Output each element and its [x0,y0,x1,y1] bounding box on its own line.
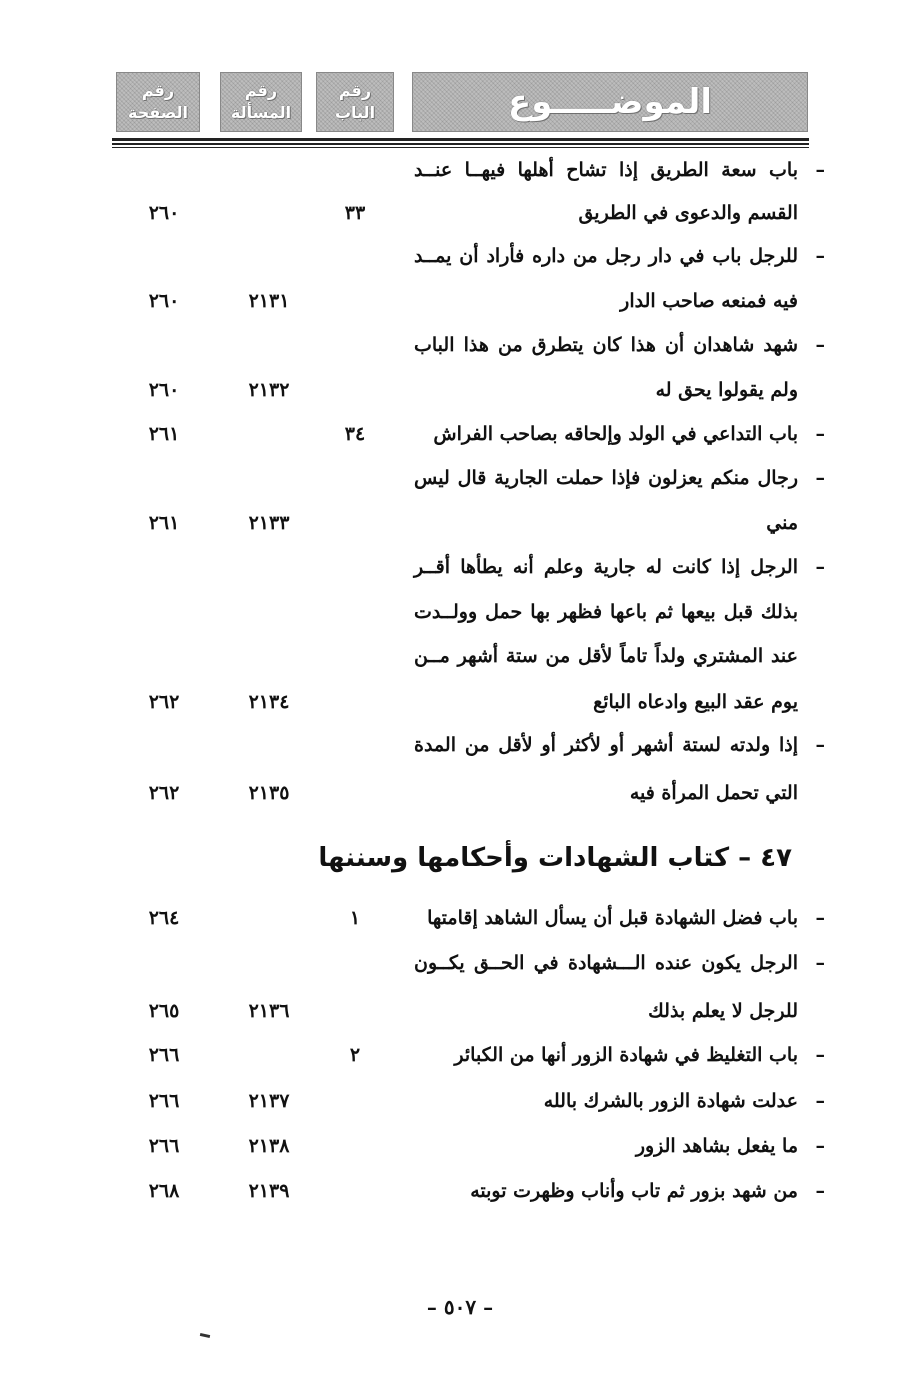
page-number: ٢٦٦ [148,1090,180,1112]
chapter-heading: ٤٧ – كتاب الشهادات وأحكامها وسننها [318,843,792,873]
bullet-dash: – [815,907,825,929]
toc-row [0,775,920,811]
issue-number: ٢١٣٨ [248,1135,290,1157]
page-footer-number: – ٥٠٧ – [426,1295,494,1319]
toc-row [0,638,920,674]
toc-row [0,195,920,231]
page-number: ٢٦٤ [148,907,180,929]
issue-number: ٢١٣٩ [248,1180,290,1202]
entry-title: باب التداعي في الولد وإلحاقه بصاحب الفراش [433,423,798,445]
page-number: ٢٦٢ [148,691,180,713]
entry-title: بذلك قبل بيعها ثم باعها فظهر بها حمل وولــدت [414,601,798,623]
entry-title: عند المشتري ولداً تاماً لأقل من ستة أشهر مــن [414,645,798,667]
bullet-dash: – [815,1135,825,1157]
entry-title: شهد شاهدان أن هذا كان يتطرق من هذا الباب [414,334,798,356]
page-number: ٢٦٥ [148,1000,180,1022]
toc-row [0,327,920,363]
issue-number: ٢١٣٦ [248,1000,290,1022]
bullet-dash: – [815,556,825,578]
header-page-number: رقم الصفحة [116,72,200,132]
toc-row [0,152,920,188]
toc-row [0,283,920,319]
page-number: ٢٦١ [148,423,180,445]
bullet-dash: – [815,467,825,489]
page-number: ٢٦٦ [148,1135,180,1157]
toc-row [0,1173,920,1209]
chapter-number: ٣٣ [344,202,366,224]
chapter-number: ٢ [349,1044,361,1066]
entry-title: باب سعة الطريق إذا تشاح أهلها فيهــا عنــد [414,159,798,181]
toc-row [0,1083,920,1119]
toc-row [0,1037,920,1073]
header-rule [112,143,809,145]
chapter-number: ١ [349,907,361,929]
page-number: ٢٦٨ [148,1180,180,1202]
toc-row [0,684,920,720]
issue-number: ٢١٣٧ [248,1090,290,1112]
bullet-dash: – [815,334,825,356]
toc-row [0,238,920,274]
page-number: ٢٦٠ [148,379,180,401]
page-number: ٢٦١ [148,512,180,534]
entry-title: يوم عقد البيع وادعاه البائع [593,691,798,713]
entry-title: رجال منكم يعزلون فإذا حملت الجارية قال ليس [414,467,798,489]
bullet-dash: – [815,1180,825,1202]
issue-number: ٢١٣٥ [248,782,290,804]
header-issue-number: رقم المسألة [220,72,302,132]
entry-title: الرجل إذا كانت له جارية وعلم أنه يطأها أقــر [414,556,798,578]
toc-row [0,1128,920,1164]
toc-row [0,594,920,630]
toc-row [0,505,920,541]
header-topic: الموضـــــوع [412,72,808,132]
entry-title: للرجل باب في دار رجل من داره فأراد أن يمــد [414,245,798,267]
page-number: ٢٦٠ [148,202,180,224]
bullet-dash: – [815,245,825,267]
issue-number: ٢١٣٢ [248,379,290,401]
bullet-dash: – [815,423,825,445]
bullet-dash: – [815,1044,825,1066]
header-rule [112,147,809,148]
issue-number: ٢١٣١ [248,290,290,312]
entry-title: إذا ولدته لستة أشهر أو لأكثر أو لأقل من المدة [414,734,798,756]
chapter-number: ٣٤ [344,423,366,445]
bullet-dash: – [815,159,825,181]
page-number: ٢٦٦ [148,1044,180,1066]
scan-mark [200,1333,210,1338]
entry-title: الرجل يكون عنده الـــشهادة في الحــق يكــون [414,952,798,974]
toc-row [0,945,920,981]
page-number: ٢٦٢ [148,782,180,804]
toc-row [0,900,920,936]
issue-number: ٢١٣٣ [248,512,290,534]
entry-title: ولم يقولوا يحق له [655,379,798,401]
entry-title: التي تحمل المرأة فيه [629,782,798,804]
toc-row [0,549,920,585]
issue-number: ٢١٣٤ [248,691,290,713]
header-rule [112,138,809,141]
bullet-dash: – [815,1090,825,1112]
entry-title: القسم والدعوى في الطريق [578,202,798,224]
entry-title: للرجل لا يعلم بذلك [648,1000,798,1022]
entry-title: مني [766,512,798,534]
bullet-dash: – [815,734,825,756]
entry-title: باب فضل الشهادة قبل أن يسأل الشاهد إقامتها [427,907,798,929]
toc-row [0,993,920,1029]
entry-title: فيه فمنعه صاحب الدار [620,290,798,312]
entry-title: من شهد بزور ثم تاب وأناب وظهرت توبته [470,1180,798,1202]
toc-row [0,460,920,496]
toc-row [0,372,920,408]
bullet-dash: – [815,952,825,974]
toc-row [0,727,920,763]
page-number: ٢٦٠ [148,290,180,312]
toc-row [0,416,920,452]
entry-title: ما يفعل بشاهد الزور [635,1135,798,1157]
header-chapter-number: رقم الباب [316,72,394,132]
entry-title: باب التغليظ في شهادة الزور أنها من الكبائر [454,1044,798,1066]
entry-title: عدلت شهادة الزور بالشرك بالله [543,1090,798,1112]
